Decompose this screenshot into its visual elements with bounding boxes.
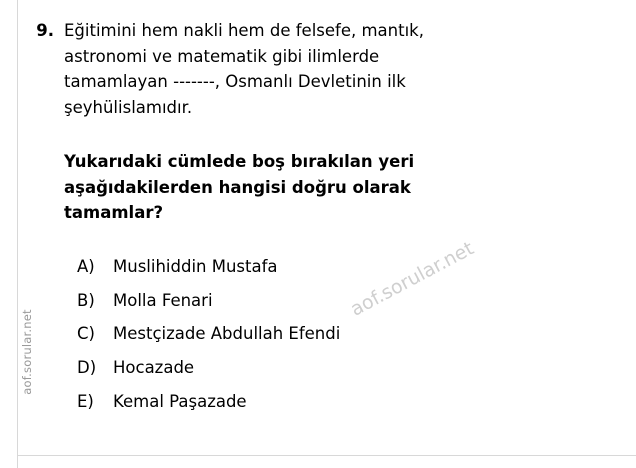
option-b[interactable] xyxy=(77,290,616,312)
question-stem-line: Eğitimini hem nakli hem de felsefe, mantık, xyxy=(64,21,424,40)
option-text: Molla Fenari xyxy=(113,290,213,310)
option-text: Muslihiddin Mustafa xyxy=(113,256,278,276)
question-row xyxy=(26,18,616,425)
question-stem-line: şeyhülislamıdır. xyxy=(64,97,193,117)
question-stem-line: astronomi ve matematik gibi ilimlerde xyxy=(64,46,380,66)
option-letter: E) xyxy=(77,392,94,411)
question-block xyxy=(26,18,616,425)
option-text: Mestçizade Abdullah Efendi xyxy=(113,324,341,344)
bottom-rule xyxy=(17,455,636,456)
question-number: 9. xyxy=(36,21,54,40)
diagonal-watermark: aof.sorular.net xyxy=(346,237,478,321)
option-c[interactable] xyxy=(77,323,616,345)
option-a[interactable] xyxy=(77,256,616,278)
question-prompt-line: Yukarıdaki cümlede boş bırakılan yeri xyxy=(64,152,415,172)
option-letter: B) xyxy=(77,290,95,310)
option-letter: D) xyxy=(77,358,97,378)
options-list xyxy=(77,256,616,413)
question-prompt-line: tamamlar? xyxy=(64,203,164,223)
option-text: Hocazade xyxy=(113,358,195,378)
question-body xyxy=(64,18,616,425)
option-e[interactable] xyxy=(77,391,616,413)
option-d[interactable] xyxy=(77,357,616,379)
question-prompt-line: aşağıdakilerden hangisi doğru olarak xyxy=(64,177,411,197)
question-stem-line: tamamlayan -------, Osmanlı Devletinin ilk xyxy=(64,72,406,92)
option-letter: A) xyxy=(77,256,95,276)
option-text: Kemal Paşazade xyxy=(113,392,247,411)
option-letter: C) xyxy=(77,324,95,344)
left-margin-rule xyxy=(17,0,18,468)
side-watermark: aof.sorular.net xyxy=(20,309,34,395)
